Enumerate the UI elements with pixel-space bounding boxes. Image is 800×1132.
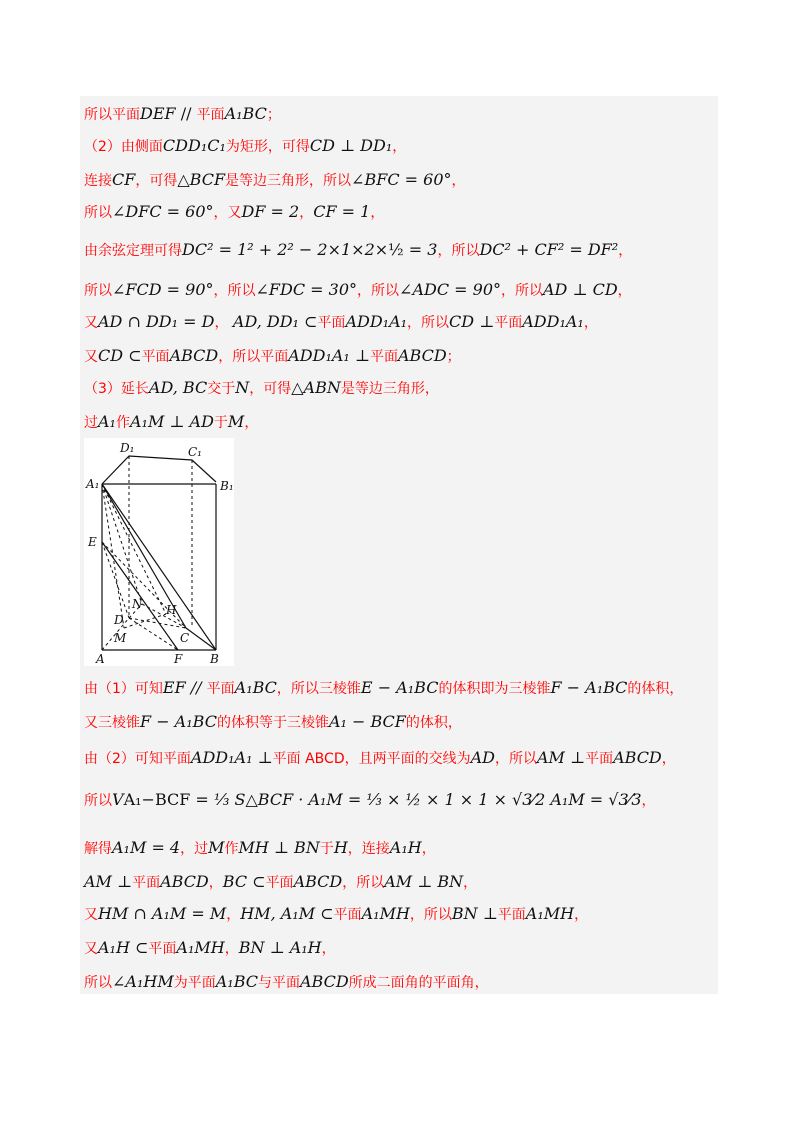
text-segment: 平面 bbox=[141, 349, 170, 365]
prism-figure bbox=[84, 438, 234, 666]
text-segment: ，连接 bbox=[347, 841, 390, 857]
math-segment: MH ⊥ BN bbox=[238, 838, 320, 857]
math-segment: AM ⊥ BN bbox=[384, 872, 464, 891]
math-segment: BN ⊥ bbox=[451, 904, 498, 923]
text-segment: ， bbox=[226, 907, 241, 923]
text-segment: 所以 bbox=[84, 283, 112, 299]
math-segment: CF = 1 bbox=[313, 202, 371, 221]
math-segment: DC² + CF² = DF² bbox=[479, 240, 619, 259]
text-segment: （2）由侧面 bbox=[84, 139, 163, 155]
math-segment: ABCD bbox=[397, 346, 447, 365]
text-segment: ， bbox=[617, 283, 632, 299]
math-segment: F − A₁BC bbox=[140, 712, 217, 731]
text-segment: 平面 bbox=[333, 907, 362, 923]
math-segment: ABCD bbox=[293, 872, 343, 891]
text-segment: ， bbox=[574, 907, 589, 923]
label-m: M bbox=[114, 631, 127, 645]
text-segment: 作 bbox=[115, 415, 130, 431]
text-segment: 平面 bbox=[148, 941, 177, 957]
text-segment: ， bbox=[451, 173, 466, 189]
label-b: B bbox=[210, 652, 219, 666]
solution-line bbox=[84, 202, 716, 223]
text-segment: ，可得 bbox=[249, 381, 292, 397]
text-segment: 所以 bbox=[84, 793, 112, 809]
math-segment: A₁MH bbox=[361, 904, 410, 923]
math-segment: △ABN bbox=[291, 378, 341, 397]
text-segment: ， bbox=[463, 875, 478, 891]
math-segment: A₁H bbox=[389, 838, 422, 857]
math-segment: = ⅓ S△BCF · A₁M = ⅓ × ½ × 1 × 1 × √3⁄2 A₁M = √3⁄3 bbox=[190, 790, 642, 809]
math-segment: A₁M ⊥ AD bbox=[129, 412, 214, 431]
text-segment: ，可得 bbox=[135, 173, 178, 189]
math-segment: AD, BC bbox=[148, 378, 208, 397]
text-segment: 交于 bbox=[207, 381, 236, 397]
text-segment: 平面 ABCD，且两平面的交线为 bbox=[272, 751, 471, 767]
text-segment: 是等边三角形， bbox=[340, 381, 439, 397]
math-segment: ∠A₁HM bbox=[112, 972, 174, 991]
text-segment: 连接 bbox=[84, 173, 112, 189]
math-segment: A₁−BCF bbox=[123, 790, 191, 809]
math-segment: AD ∩ DD₁ = D bbox=[98, 312, 215, 331]
text-segment: ，所以 bbox=[501, 283, 543, 299]
edge-a1-n bbox=[102, 484, 142, 604]
math-segment: BC ⊂ bbox=[222, 872, 266, 891]
text-segment: ，又 bbox=[213, 205, 242, 221]
text-segment: 又三棱锥 bbox=[84, 715, 140, 731]
text-segment: ， bbox=[421, 841, 436, 857]
math-segment: M bbox=[227, 412, 245, 431]
text-segment: ，过 bbox=[180, 841, 209, 857]
text-segment: ， bbox=[224, 941, 239, 957]
solution-line bbox=[84, 170, 716, 191]
solution-line bbox=[84, 378, 716, 399]
text-segment: ， bbox=[214, 315, 233, 331]
label-d1: D₁ bbox=[120, 441, 135, 455]
text-segment: ， bbox=[392, 139, 407, 155]
solution-line bbox=[84, 104, 716, 125]
math-segment: A₁BC bbox=[224, 104, 267, 123]
edge-top-back bbox=[102, 456, 216, 484]
math-segment: ∠BFC = 60° bbox=[351, 170, 452, 189]
text-segment: 平面 bbox=[369, 349, 398, 365]
math-segment: CD ⊥ DD₁ bbox=[309, 136, 393, 155]
math-segment: V bbox=[112, 790, 124, 809]
math-segment: HM ∩ A₁M = M bbox=[98, 904, 227, 923]
math-segment: BN ⊥ A₁H bbox=[238, 938, 322, 957]
text-segment: 是等边三角形，所以 bbox=[225, 173, 352, 189]
solution-line bbox=[84, 872, 716, 893]
solution-line bbox=[84, 346, 716, 367]
text-segment: 的体积， bbox=[627, 681, 684, 697]
label-c: C bbox=[180, 631, 190, 645]
text-segment: ， bbox=[583, 315, 598, 331]
text-segment: 为平面 bbox=[173, 975, 216, 991]
label-d: D bbox=[114, 613, 124, 627]
math-segment: N bbox=[235, 378, 250, 397]
text-segment: 与平面 bbox=[257, 975, 300, 991]
text-segment: 为矩形，可得 bbox=[225, 139, 310, 155]
math-segment: AM ⊥ bbox=[84, 872, 133, 891]
text-segment: 作 bbox=[224, 841, 239, 857]
math-segment: ABCD bbox=[169, 346, 219, 365]
math-segment: DC² = 1² + 2² − 2×1×2× bbox=[182, 240, 389, 259]
math-segment: AM ⊥ bbox=[537, 748, 586, 767]
solution-line bbox=[84, 790, 716, 811]
text-segment: ，所以 bbox=[409, 907, 452, 923]
math-segment: A₁MH bbox=[176, 938, 225, 957]
text-segment: ； bbox=[266, 107, 281, 123]
text-segment: 平面 bbox=[206, 681, 235, 697]
label-a: A bbox=[96, 652, 105, 666]
text-segment: ，所以 bbox=[357, 283, 400, 299]
math-segment: M bbox=[208, 838, 225, 857]
text-segment: ，所以 bbox=[495, 751, 537, 767]
text-segment: 所以 bbox=[84, 975, 112, 991]
text-segment: 又 bbox=[84, 315, 98, 331]
solution-line bbox=[84, 412, 716, 433]
text-segment: ， bbox=[618, 243, 633, 259]
math-segment: EF // bbox=[162, 678, 207, 697]
text-segment: 于 bbox=[319, 841, 334, 857]
solution-line bbox=[84, 748, 716, 769]
edge-a1-h bbox=[102, 484, 166, 614]
math-segment: AD, DD₁ ⊂ bbox=[232, 312, 318, 331]
math-segment: ∠ADC = 90° bbox=[399, 280, 501, 299]
text-segment: 平面 bbox=[132, 875, 161, 891]
solution-line bbox=[84, 136, 716, 157]
text-segment: 平面 bbox=[196, 107, 225, 123]
math-segment: ADD₁A₁ bbox=[522, 312, 584, 331]
solution-line bbox=[84, 838, 716, 859]
label-e: E bbox=[88, 535, 97, 549]
text-segment: 于 bbox=[213, 415, 228, 431]
text-segment: ，所以三棱锥 bbox=[276, 681, 361, 697]
math-segment: ∠FCD = 90° bbox=[112, 280, 214, 299]
math-segment: ABCD bbox=[299, 972, 349, 991]
solution-line bbox=[84, 712, 716, 733]
text-segment: 所以 bbox=[84, 205, 112, 221]
text-segment: 平面 bbox=[317, 315, 346, 331]
math-segment: CD ⊂ bbox=[98, 346, 142, 365]
text-segment: 的体积， bbox=[405, 715, 462, 731]
text-segment: 平面 bbox=[497, 907, 526, 923]
text-segment: ，所以 bbox=[407, 315, 450, 331]
text-segment: ， bbox=[641, 793, 656, 809]
math-segment: ∠DFC = 60° bbox=[112, 202, 214, 221]
text-segment: ，所以 bbox=[437, 243, 480, 259]
math-segment: // bbox=[175, 104, 197, 123]
solution-line bbox=[84, 972, 716, 993]
math-segment: ABCD bbox=[613, 748, 662, 767]
text-segment: 又 bbox=[84, 907, 98, 923]
text-segment: ， bbox=[661, 751, 676, 767]
text-segment: 由（1）可知 bbox=[84, 681, 163, 697]
label-h: H bbox=[166, 603, 177, 617]
math-segment: A₁H ⊂ bbox=[98, 938, 149, 957]
text-segment: ， bbox=[208, 875, 223, 891]
math-segment: A₁BC bbox=[234, 678, 277, 697]
math-segment: ABCD bbox=[160, 872, 209, 891]
math-segment: ADD₁A₁ ⊥ bbox=[288, 346, 370, 365]
text-segment: 又 bbox=[84, 349, 98, 365]
solution-line bbox=[84, 240, 716, 261]
math-segment: H bbox=[333, 838, 348, 857]
text-segment: ， bbox=[299, 205, 314, 221]
math-segment: HM, A₁M ⊂ bbox=[240, 904, 334, 923]
text-segment: 过 bbox=[84, 415, 98, 431]
solution-line bbox=[84, 280, 716, 301]
text-segment: 所成二面角的平面角， bbox=[348, 975, 489, 991]
text-segment: ， bbox=[244, 415, 259, 431]
text-segment: ， bbox=[370, 205, 385, 221]
text-segment: 平面 bbox=[494, 315, 523, 331]
text-segment: 的体积即为三棱锥 bbox=[438, 681, 551, 697]
text-segment: 的体积等于三棱锥 bbox=[216, 715, 329, 731]
solution-line bbox=[84, 312, 716, 333]
text-segment: 又 bbox=[84, 941, 98, 957]
solution-line bbox=[84, 938, 716, 959]
text-segment: 由（2）可知平面 bbox=[84, 751, 191, 767]
text-segment: ； bbox=[446, 349, 461, 365]
prism-diagram bbox=[84, 438, 234, 666]
text-segment: ，所以 bbox=[213, 283, 256, 299]
label-c1: C₁ bbox=[188, 445, 202, 459]
edge-c-b bbox=[186, 628, 216, 650]
text-segment: ， bbox=[321, 941, 336, 957]
math-segment: △BCF bbox=[177, 170, 226, 189]
text-segment: 解得 bbox=[84, 841, 112, 857]
text-segment: 所以平面 bbox=[84, 107, 140, 123]
math-segment: ADD₁A₁ ⊥ bbox=[190, 748, 273, 767]
text-segment: 平面 bbox=[265, 875, 294, 891]
math-segment: A₁M = 4 bbox=[112, 838, 181, 857]
math-segment: DEF bbox=[140, 104, 176, 123]
label-b1: B₁ bbox=[220, 479, 234, 493]
solution-line bbox=[84, 904, 716, 925]
math-segment: = 3 bbox=[403, 240, 438, 259]
label-n: N bbox=[132, 597, 143, 611]
math-segment: A₁ bbox=[98, 412, 116, 431]
math-segment: A₁MH bbox=[525, 904, 575, 923]
math-segment: E − A₁BC bbox=[360, 678, 439, 697]
text-segment: 平面 bbox=[585, 751, 614, 767]
math-segment: AD ⊥ CD bbox=[543, 280, 618, 299]
math-segment: F − A₁BC bbox=[550, 678, 628, 697]
math-segment: CF bbox=[112, 170, 136, 189]
math-segment: A₁ − BCF bbox=[328, 712, 406, 731]
text-segment: 由余弦定理可得 bbox=[84, 243, 182, 259]
text-segment: ，所以 bbox=[342, 875, 385, 891]
math-segment: ∠FDC = 30° bbox=[255, 280, 358, 299]
math-segment: ADD₁A₁ bbox=[345, 312, 408, 331]
label-a1: A₁ bbox=[86, 477, 100, 491]
label-f: F bbox=[174, 652, 183, 666]
math-segment: A₁BC bbox=[215, 972, 258, 991]
math-segment: ½ bbox=[388, 240, 404, 259]
text-segment: （3）延长 bbox=[84, 381, 149, 397]
math-segment: DF = 2 bbox=[241, 202, 300, 221]
text-segment: ，所以平面 bbox=[218, 349, 289, 365]
math-segment: CDD₁C₁ bbox=[162, 136, 226, 155]
solution-line bbox=[84, 678, 716, 699]
math-segment: AD bbox=[470, 748, 495, 767]
math-segment: CD ⊥ bbox=[449, 312, 495, 331]
